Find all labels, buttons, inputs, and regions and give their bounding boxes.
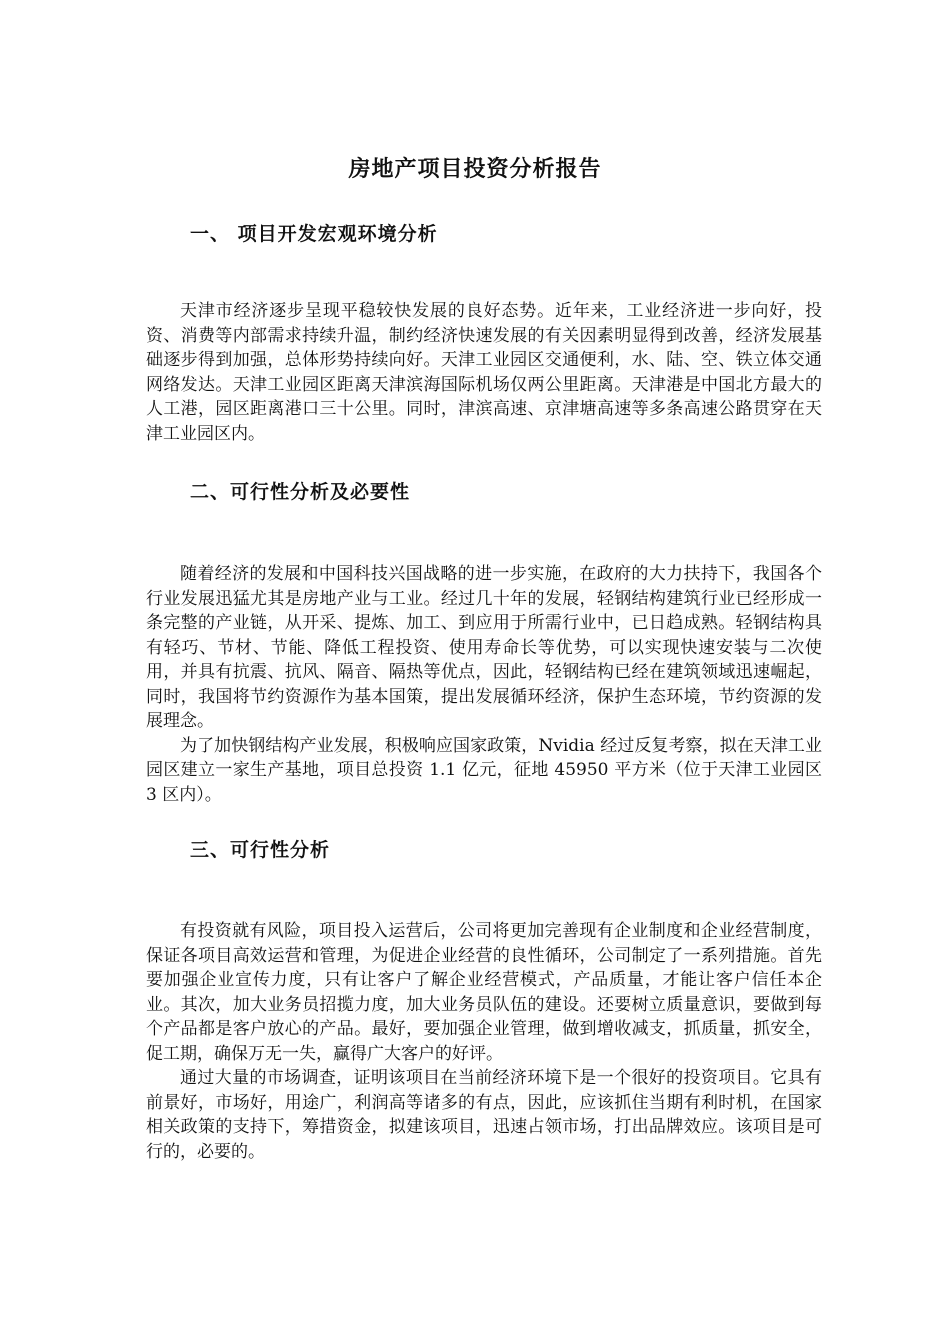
section-2-paragraph-1: 随着经济的发展和中国科技兴国战略的进一步实施，在政府的大力扶持下，我国各个行业发展迅猛尤其是房地产业与工业。经过几十年的发展，轻钢结构建筑行业已经形成一条完整的产业链，从开采、提炼、加工、到应用于所需行业中，已日趋成熟。轻钢结构具有轻巧、节材、节能、降低工程投资、使用寿命长等优势，可以实现快速安装与二次使用，并具有抗震、抗风、隔音、隔热等优点，因此，轻钢结构已经在建筑领域迅速崛起，同时，我国将节约资源作为基本国策，提出发展循环经济，保护生态环境，节约资源的发展理念。 — [146, 564, 822, 731]
section-3-paragraph-1: 有投资就有风险，项目投入运营后，公司将更加完善现有企业制度和企业经营制度，保证各项目高效运营和管理，为促进企业经营的良性循环，公司制定了一系列措施。首先要加强企业宣传力度，只有让客户了解企业经营模式，产品质量，才能让客户信任本企业。其次，加大业务员招揽力度，加大业务员队伍的建设。还要树立质量意识，要做到每个产品都是客户放心的产品。最好，要加强企业管理，做到增收减支，抓质量，抓安全，促工期，确保万无一失，赢得广大客户的好评。 — [146, 921, 822, 1064]
section-2-body — [146, 562, 822, 807]
section-2-paragraph-2: 为了加快钢结构产业发展，积极响应国家政策，Nvidia 经过反复考察，拟在天津工业园区建立一家生产基地，项目总投资 1.1 亿元，征地 45950 平方米（位于天津工业园区 3 区内）。 — [146, 735, 822, 805]
section-3-heading: 三、可行性分析 — [190, 839, 331, 861]
section-3-body — [146, 919, 822, 1164]
section-1-heading: 一、 项目开发宏观环境分析 — [190, 223, 438, 245]
section-1-body — [146, 299, 822, 446]
section-3-paragraph-2: 通过大量的市场调查，证明该项目在当前经济环境下是一个很好的投资项目。它具有前景好，市场好，用途广，利润高等诸多的有点，因此，应该抓住当期有利时机，在国家相关政策的支持下，筹措资金，拟建该项目，迅速占领市场，打出品牌效应。该项目是可行的，必要的。 — [146, 1068, 822, 1162]
document-title: 房地产项目投资分析报告 — [348, 156, 602, 182]
section-1-paragraph-1: 天津市经济逐步呈现平稳较快发展的良好态势。近年来，工业经济进一步向好，投资、消费等内部需求持续升温，制约经济快速发展的有关因素明显得到改善，经济发展基础逐步得到加强，总体形势持续向好。天津工业园区交通便利，水、陆、空、铁立体交通网络发达。天津工业园区距离天津滨海国际机场仅两公里距离。天津港是中国北方最大的人工港，园区距离港口三十公里。同时，津滨高速、京津塘高速等多条高速公路贯穿在天津工业园区内。 — [146, 301, 822, 444]
section-2-heading: 二、可行性分析及必要性 — [190, 481, 411, 503]
